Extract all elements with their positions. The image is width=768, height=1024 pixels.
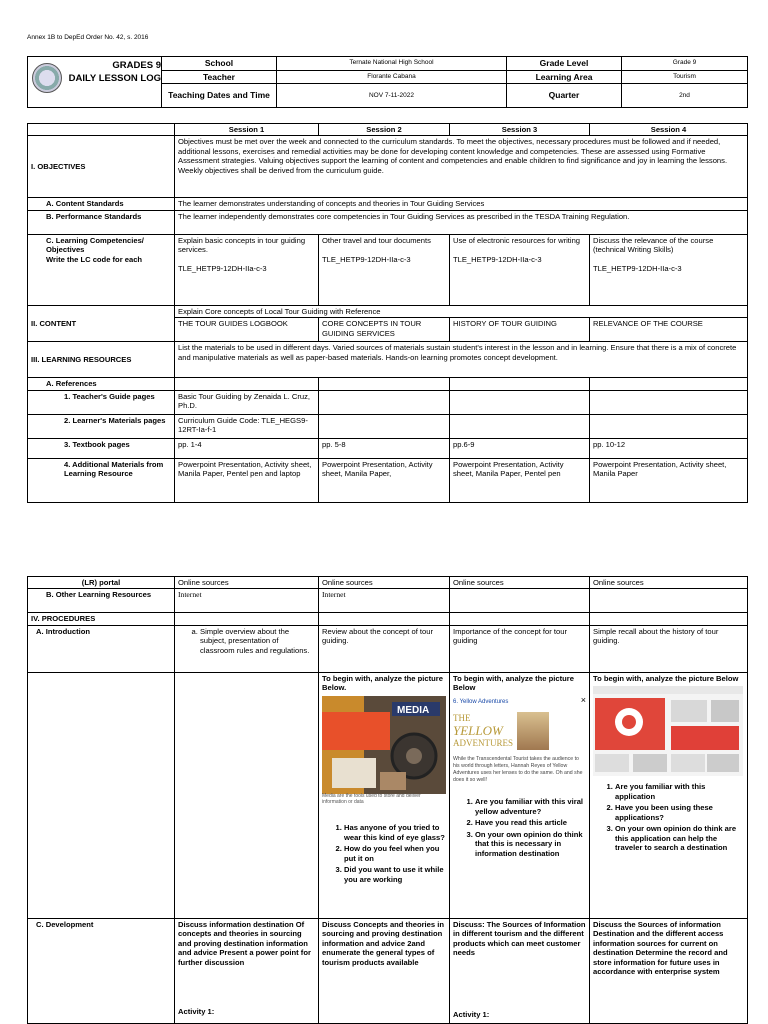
content-cell: THE TOUR GUIDES LOGBOOK bbox=[175, 318, 319, 342]
app-screenshot-picture bbox=[593, 686, 743, 776]
development-cell: Discuss Concepts and theories in sourcing and proving destination information and advice 2and enumerate the general types of tourism products available bbox=[319, 918, 450, 1023]
ya-yellow: YELLOW bbox=[453, 723, 503, 739]
session-header: Session 3 bbox=[450, 124, 590, 136]
dll-title: DAILY LESSON LOG bbox=[68, 72, 161, 84]
introduction-label: A. Introduction bbox=[28, 625, 175, 672]
lr-value: Online sources bbox=[450, 577, 590, 589]
content-cell: RELEVANCE OF THE COURSE bbox=[590, 318, 748, 342]
media-picture bbox=[322, 696, 446, 794]
ya-the: THE bbox=[453, 713, 471, 724]
question-item: 3. Did you want to use it while you are working bbox=[344, 865, 446, 884]
content-banner: Explain Core concepts of Local Tour Guiding with Reference bbox=[175, 305, 748, 317]
competency-cell: Other travel and tour documents TLE_HETP9-12DH-IIa-c-3 bbox=[319, 234, 450, 305]
school-label: School bbox=[162, 57, 277, 71]
development-cell: Discuss: The Sources of Information in different tourism and the different products which can meet customer needs bbox=[453, 919, 586, 958]
intro-cell: Review about the concept of tour guiding. bbox=[319, 625, 450, 672]
quarter-label: Quarter bbox=[507, 84, 622, 108]
session-header: Session 4 bbox=[590, 124, 748, 136]
content-label: II. CONTENT bbox=[28, 305, 175, 341]
other-resources-label: B. Other Learning Resources bbox=[28, 589, 175, 613]
question-item: 3. On your own opinion do think are this application can help the traveler to search a destination bbox=[615, 824, 744, 852]
textbook-value: pp. 1-4 bbox=[175, 438, 319, 458]
textbook-value: pp. 5-8 bbox=[319, 438, 450, 458]
question-item: 1. Are you familiar with this viral yellow adventure? bbox=[475, 797, 586, 816]
lr-value: Online sources bbox=[175, 577, 319, 589]
quarter-value: 2nd bbox=[622, 84, 748, 108]
performance-standards-text: The learner independently demonstrates core competencies in Tour Guiding Services as prescribed in the TESDA Training Regulation. bbox=[175, 210, 748, 234]
teacher-value: Florante Cabana bbox=[277, 70, 507, 84]
learners-materials-label: 2. Learner's Materials pages bbox=[28, 414, 175, 438]
question-item: 1. Are you familiar with this application bbox=[615, 782, 744, 801]
competency-cell: Discuss the relevance of the course (technical Writing Skills) TLE_HETP9-12DH-IIa-c-3 bbox=[590, 234, 748, 305]
objectives-label: I. OBJECTIVES bbox=[28, 136, 175, 198]
additional-materials-value: Powerpoint Presentation, Activity sheet, Manila Paper, Pentel pen and laptop bbox=[175, 458, 319, 502]
header-table bbox=[27, 56, 748, 108]
grade-level-value: Grade 9 bbox=[622, 57, 748, 71]
session-header: Session 1 bbox=[175, 124, 319, 136]
references-label: A. References bbox=[28, 378, 175, 390]
competency-cell: Use of electronic resources for writing TLE_HETP9-12DH-IIa-c-3 bbox=[450, 234, 590, 305]
close-icon[interactable]: × bbox=[580, 694, 586, 705]
development-label: C. Development bbox=[28, 918, 175, 1023]
learning-area-value: Tourism bbox=[622, 70, 748, 84]
lr-value: Online sources bbox=[319, 577, 450, 589]
intro-cell: a. Simple overview about the subject, presentation of classroom rules and regulations. bbox=[200, 627, 315, 655]
question-item: 3. On your own opinion do think that this is necessary in information destination bbox=[475, 830, 586, 858]
yellow-adventures-card bbox=[453, 694, 586, 784]
lc-code-label: Write the LC code for each bbox=[46, 254, 143, 264]
question-item: 2. Have you read this article bbox=[475, 818, 586, 827]
corner-cell bbox=[28, 124, 175, 136]
analyze-instruction: To begin with, analyze the picture Below bbox=[453, 673, 574, 693]
textbook-label: 3. Textbook pages bbox=[28, 438, 175, 458]
annex-reference: Annex 1B to DepEd Order No. 42, s. 2016 bbox=[27, 34, 149, 41]
other-resources-value: Internet bbox=[175, 589, 319, 613]
intro-cell: Simple recall about the history of tour guiding. bbox=[590, 625, 748, 672]
additional-materials-label: 4. Additional Materials from Learning Resource bbox=[28, 458, 175, 502]
analyze-instruction: To begin with, analyze the picture Below bbox=[593, 673, 739, 683]
content-cell: HISTORY OF TOUR GUIDING bbox=[450, 318, 590, 342]
teacher-label: Teacher bbox=[162, 70, 277, 84]
grade-level-label: Grade Level bbox=[507, 57, 622, 71]
procedures-label: IV. PROCEDURES bbox=[28, 613, 175, 625]
grades-title: GRADES 9 bbox=[112, 60, 161, 71]
lesson-log-table bbox=[27, 123, 748, 503]
additional-materials-value: Powerpoint Presentation, Activity sheet, Manila Paper bbox=[590, 458, 748, 502]
content-cell: CORE CONCEPTS IN TOUR GUIDING SERVICES bbox=[319, 318, 450, 342]
competencies-label: C. Learning Competencies/ Objectives bbox=[46, 235, 144, 255]
resources-text: List the materials to be used in different days. Varied sources of materials sustain student's interest in the lesson and in learning. Ensure that there is a mix of concrete and manipulative materials as well as paper-based materials. Hands-on learning promotes concept development. bbox=[175, 342, 748, 378]
deped-seal-icon bbox=[32, 63, 62, 93]
additional-materials-value: Powerpoint Presentation, Activity sheet, Manila Paper, bbox=[319, 458, 450, 502]
lr-value: Online sources bbox=[590, 577, 748, 589]
intro-cell: Importance of the concept for tour guiding bbox=[450, 625, 590, 672]
development-cell: Discuss information destination Of concepts and theories in sourcing and proving destination information and advice Present a power point for further discussion bbox=[178, 919, 311, 967]
media-caption: Media are the tools used to store and deliver information or data bbox=[322, 792, 421, 806]
yellow-adventures-link[interactable]: 6. Yellow Adventures bbox=[453, 698, 509, 705]
other-resources-value: Internet bbox=[319, 589, 450, 613]
analyze-instruction: To begin with, analyze the picture Below. bbox=[322, 673, 443, 693]
question-item: 2. Have you been using these applications? bbox=[615, 803, 744, 822]
learners-materials-value: Curriculum Guide Code: TLE_HEGS9-12RT-Ia-f-1 bbox=[175, 414, 319, 438]
question-item: 2. How do you feel when you put it on bbox=[344, 844, 446, 863]
school-value: Ternate National High School bbox=[277, 57, 507, 71]
ya-adventures: ADVENTURES bbox=[453, 737, 513, 748]
competency-cell: Explain basic concepts in tour guiding services. TLE_HETP9-12DH-IIa-c-3 bbox=[175, 234, 319, 305]
teachers-guide-value: Basic Tour Guiding by Zenaida L. Cruz, Ph.D. bbox=[175, 390, 319, 414]
media-word: MEDIA bbox=[397, 704, 430, 716]
dates-label: Teaching Dates and Time bbox=[162, 84, 277, 108]
objectives-text: Objectives must be met over the week and connected to the curriculum standards. To meet the objectives, necessary procedures must be followed and if needed, additional lessons, exercises and remedial activities may be done for developing content knowledge and competencies. These are assessed using Formative Assessment strategies. Valuing objectives support the learning of content and competencies and enable children to find significance and joy in learning the lessons. Weekly objectives shall be derived from the curriculum guide. bbox=[175, 136, 748, 198]
content-standards-text: The learner demonstrates understanding of concepts and theories in Tour Guiding Services bbox=[175, 198, 748, 210]
lesson-log-table-page2 bbox=[27, 576, 748, 1024]
content-standards-label: A. Content Standards bbox=[28, 198, 175, 210]
ya-description: While the Transcendental Tourist takes the audience to his world through letters, Hannah Reyes of Yellow Adventures uses her lenses to do the same. Oh and she does it so well! bbox=[453, 756, 583, 783]
teachers-guide-label: 1. Teacher's Guide pages bbox=[28, 390, 175, 414]
header-logo-cell bbox=[28, 57, 162, 108]
question-item: 1. Has anyone of you tried to wear this kind of eye glass? bbox=[344, 823, 446, 842]
textbook-value: pp.6-9 bbox=[450, 438, 590, 458]
session-header: Session 2 bbox=[319, 124, 450, 136]
learning-area-label: Learning Area bbox=[507, 70, 622, 84]
additional-materials-value: Powerpoint Presentation, Activity sheet, Manila Paper, Pentel pen bbox=[450, 458, 590, 502]
performance-standards-label: B. Performance Standards bbox=[28, 210, 175, 234]
textbook-value: pp. 10-12 bbox=[590, 438, 748, 458]
dates-value: NOV 7-11-2022 bbox=[277, 84, 507, 108]
lr-portal-label: (LR) portal bbox=[28, 577, 175, 589]
resources-label: III. LEARNING RESOURCES bbox=[28, 342, 175, 378]
activity-label: Activity 1: bbox=[453, 1009, 490, 1019]
activity-label: Activity 1: bbox=[178, 1007, 215, 1017]
ya-photo bbox=[517, 712, 549, 750]
development-cell: Discuss the Sources of information Destination and the different access information sources for current on destination Determine the record and store information for future uses in accordance with enterprise system bbox=[590, 918, 748, 1023]
